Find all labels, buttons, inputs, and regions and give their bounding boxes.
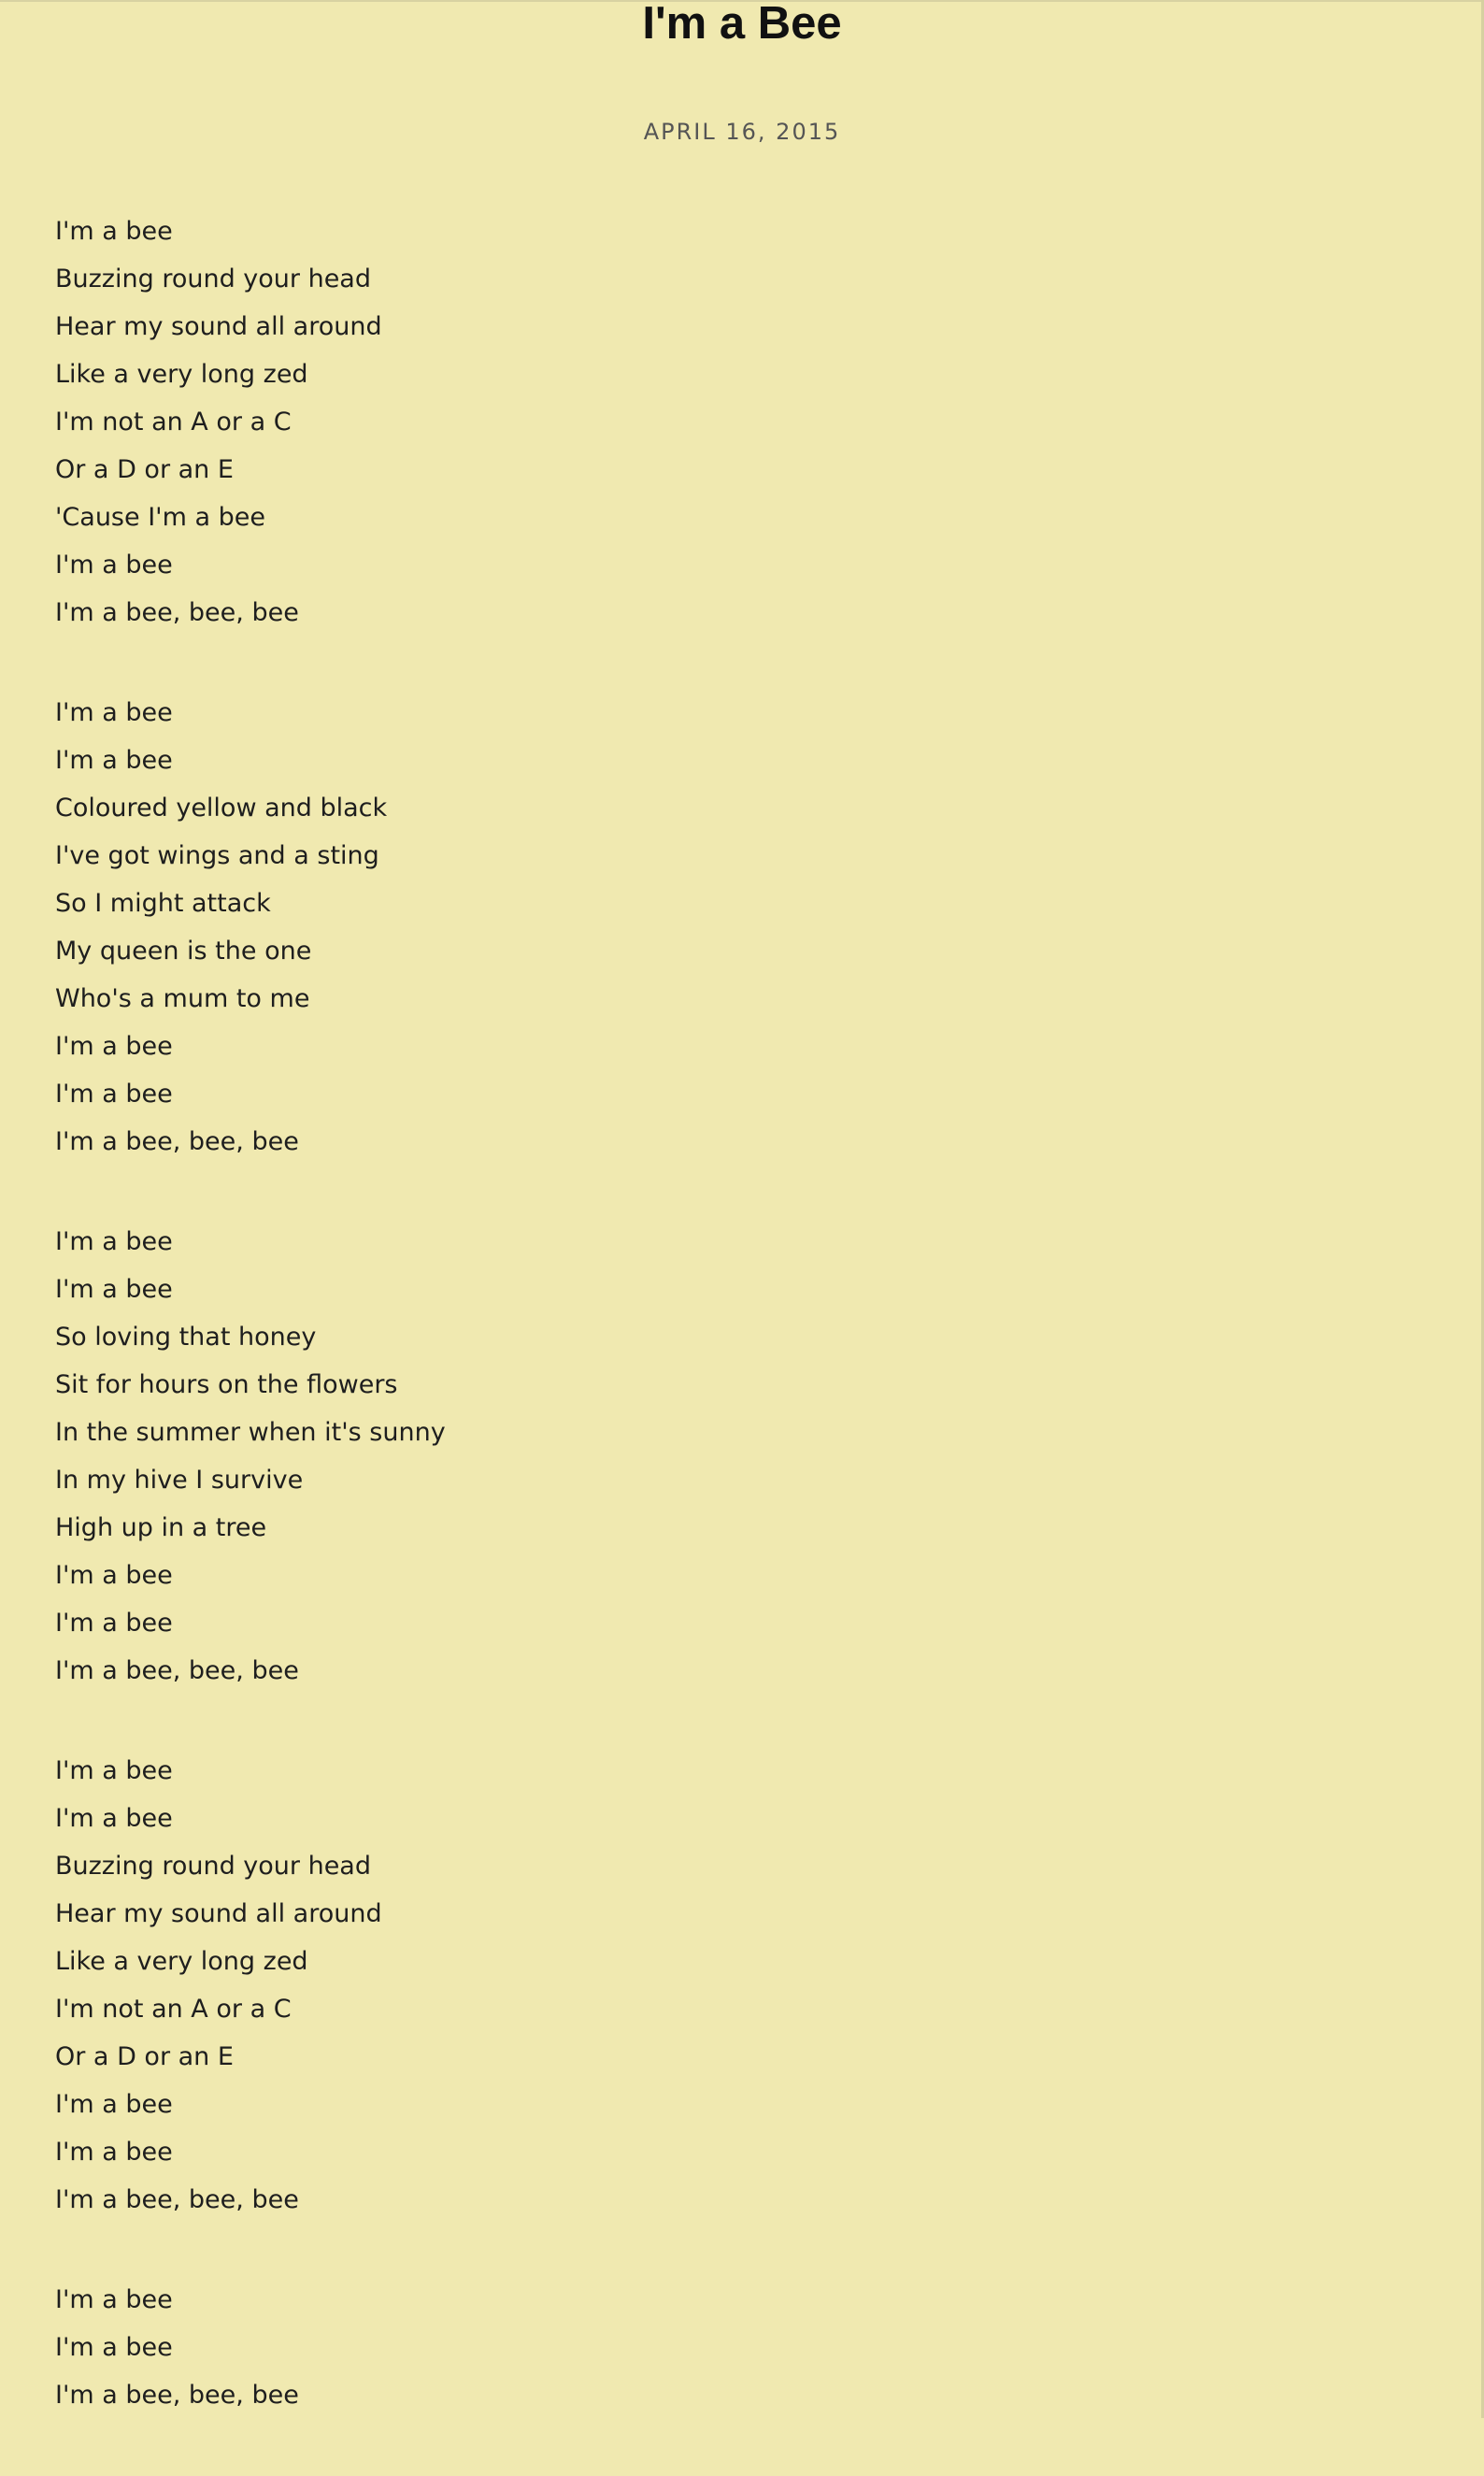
lyric-line: Hear my sound all around	[55, 1899, 382, 1928]
lyric-line: I'm a bee, bee, bee	[55, 598, 299, 627]
lyric-line: I'm a bee	[55, 2333, 173, 2362]
lyric-line: I'm a bee	[55, 746, 173, 775]
lyric-line: My queen is the one	[55, 937, 312, 966]
lyric-line: So loving that honey	[55, 1323, 317, 1352]
lyric-line: I'm a bee	[55, 1080, 173, 1109]
lyric-line: I'm a bee, bee, bee	[55, 2381, 299, 2410]
lyric-line: Hear my sound all around	[55, 312, 382, 341]
lyric-line: I'm a bee	[55, 2138, 173, 2167]
lyric-line: I'm a bee	[55, 2285, 173, 2314]
lyric-line: I'm a bee	[55, 1275, 173, 1304]
lyric-line: I'm a bee	[55, 1609, 173, 1638]
lyric-line: Or a D or an E	[55, 2042, 234, 2071]
lyric-line: I've got wings and a sting	[55, 841, 379, 870]
stanza	[55, 694, 1363, 1170]
lyric-line: I'm a bee	[55, 1032, 173, 1061]
post-date: APRIL 16, 2015	[643, 119, 841, 145]
lyric-line: I'm a bee	[55, 1227, 173, 1256]
lyric-line: I'm a bee, bee, bee	[55, 2185, 299, 2214]
lyric-line: Buzzing round your head	[55, 265, 371, 293]
lyric-line: I'm not an A or a C	[55, 408, 292, 437]
stanza	[55, 2281, 1363, 2424]
lyric-line: So I might attack	[55, 889, 271, 918]
lyric-line: Like a very long zed	[55, 360, 308, 389]
lyric-line: I'm a bee	[55, 1756, 173, 1785]
lyrics-body	[55, 212, 1363, 2476]
stanza	[55, 212, 1363, 641]
lyric-line: I'm a bee	[55, 698, 173, 727]
lyric-line: I'm not an A or a C	[55, 1995, 292, 2024]
lyric-line: Like a very long zed	[55, 1947, 308, 1976]
lyric-line: I'm a bee, bee, bee	[55, 1656, 299, 1685]
lyric-line: I'm a bee, bee, bee	[55, 1127, 299, 1156]
lyric-line: I'm a bee	[55, 1561, 173, 1590]
stanza	[55, 1752, 1363, 2228]
lyric-line: I'm a bee	[55, 2090, 173, 2119]
lyric-line: High up in a tree	[55, 1513, 267, 1542]
lyric-line: I'm a bee	[55, 551, 173, 580]
lyric-line: I'm a bee	[55, 1804, 173, 1833]
lyric-line: I'm a bee	[55, 217, 173, 246]
lyric-line: Buzzing round your head	[55, 1852, 371, 1881]
lyric-line: Sit for hours on the flowers	[55, 1370, 398, 1399]
lyric-line: 'Cause I'm a bee	[55, 503, 265, 532]
post-title: I'm a Bee	[642, 0, 842, 49]
lyric-line: Or a D or an E	[55, 455, 234, 484]
lyric-line: In my hive I survive	[55, 1466, 304, 1495]
stanza	[55, 1223, 1363, 1699]
lyric-line: Coloured yellow and black	[55, 794, 388, 823]
lyric-line: In the summer when it's sunny	[55, 1418, 446, 1447]
lyric-line: Who's a mum to me	[55, 984, 310, 1013]
